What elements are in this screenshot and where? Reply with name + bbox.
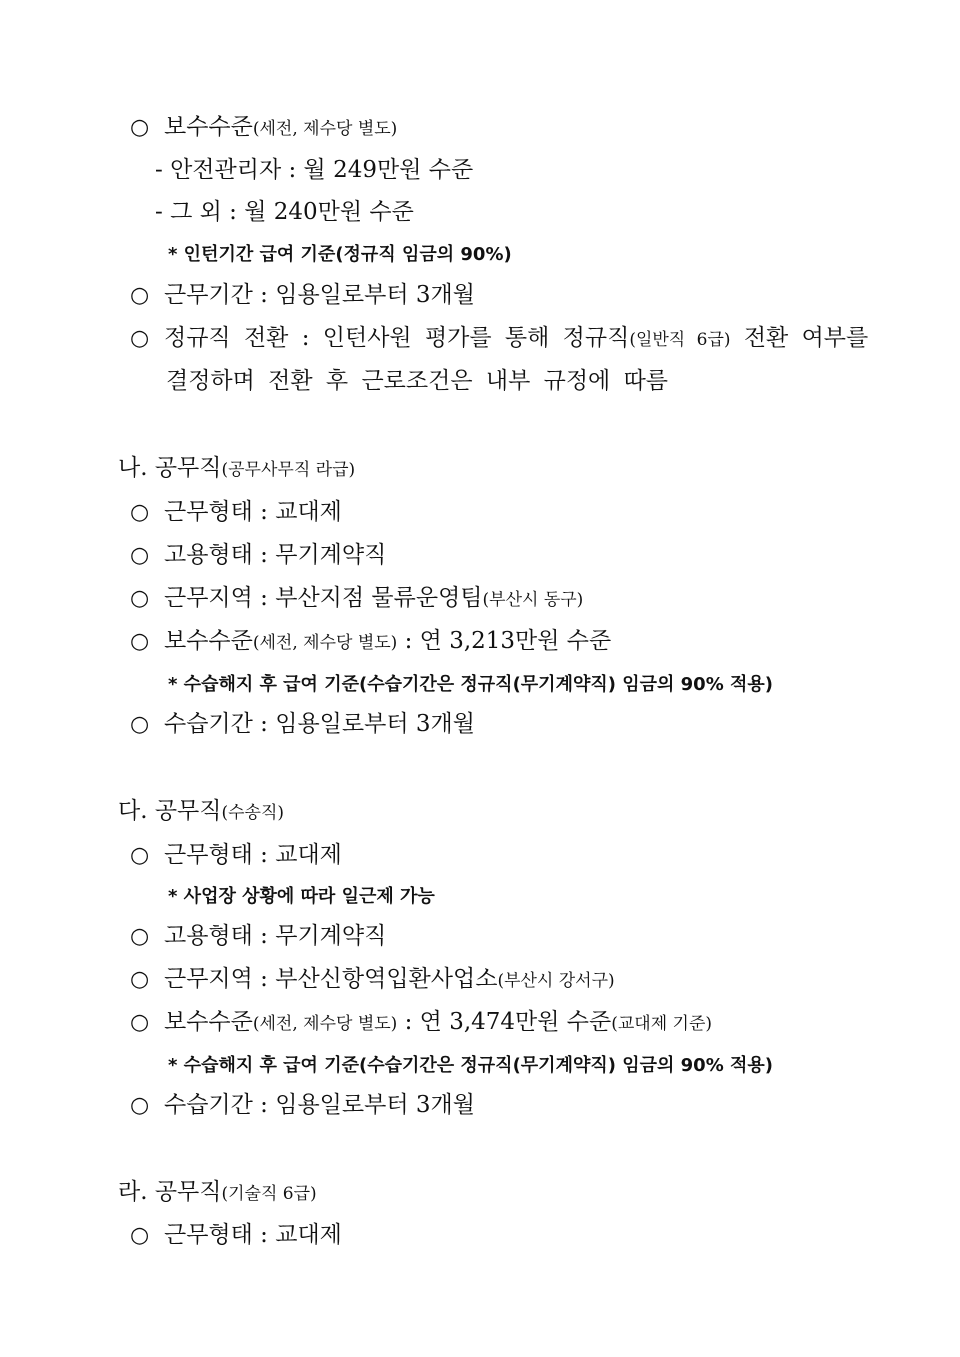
circle-bullet-icon: ○ <box>130 1093 150 1118</box>
work-type-item <box>130 501 342 524</box>
section-heading-paren: (수송직) <box>221 803 285 823</box>
work-type-item <box>130 844 342 867</box>
work-location-text: 근무지역 : 부산신항역입환사업소 <box>164 966 498 992</box>
pay-level-paren: (세전, 제수당 별도) <box>252 1014 398 1034</box>
circle-bullet-icon: ○ <box>130 924 150 949</box>
probation-text: 수습기간 : 임용일로부터 3개월 <box>164 711 475 737</box>
conversion-text-end: 전환 여부를 <box>730 325 869 351</box>
work-type-text: 근무형태 : 교대제 <box>164 499 342 525</box>
employ-type-item <box>130 925 386 948</box>
pay-level-label: 보수수준 <box>164 114 253 140</box>
conversion-paren: (일반직 6급) <box>629 330 731 350</box>
pay-level-paren-shift: (교대제 기준) <box>611 1014 713 1034</box>
work-type-note: * 사업장 상황에 따라 일근제 가능 <box>168 886 435 907</box>
probation-item <box>130 1094 475 1117</box>
circle-bullet-icon: ○ <box>130 283 150 308</box>
probation-item <box>130 713 475 736</box>
work-location-item <box>130 968 615 991</box>
circle-bullet-icon: ○ <box>130 843 150 868</box>
circle-bullet-icon: ○ <box>130 1010 150 1035</box>
conversion-text-cont: 결정하며 전환 후 근로조건은 내부 규정에 따름 <box>166 368 669 394</box>
conversion-item <box>130 327 868 350</box>
section-heading-text: 라. 공무직 <box>118 1179 222 1205</box>
intern-pay-note: * 인턴기간 급여 기준(정규직 임금의 90%) <box>168 244 512 265</box>
pay-level-paren: (세전, 제수당 별도) <box>252 119 398 139</box>
section-heading-paren: (공무사무직 라급) <box>221 460 356 480</box>
employ-type-text: 고용형태 : 무기계약직 <box>164 542 387 568</box>
work-location-paren: (부산시 동구) <box>482 590 584 610</box>
work-location-paren: (부산시 강서구) <box>497 971 615 991</box>
work-period-item <box>130 284 475 307</box>
pay-level-item <box>130 1011 712 1034</box>
pay-level-paren: (세전, 제수당 별도) <box>252 633 398 653</box>
pay-other: - 그 외 : 월 240만원 수준 <box>155 199 414 225</box>
section-heading-text: 다. 공무직 <box>118 798 222 824</box>
probation-pay-note: * 수습해지 후 급여 기준(수습기간은 정규직(무기계약직) 임금의 90% 적용) <box>168 674 774 695</box>
work-period-text: 근무기간 : 임용일로부터 3개월 <box>164 282 475 308</box>
circle-bullet-icon: ○ <box>130 1223 150 1248</box>
section-heading-na <box>118 457 355 480</box>
section-heading-da <box>118 800 284 823</box>
circle-bullet-icon: ○ <box>130 967 150 992</box>
section-heading-ra <box>118 1181 317 1204</box>
conversion-text: 정규직 전환 : 인턴사원 평가를 통해 정규직 <box>164 325 630 351</box>
work-location-text: 근무지역 : 부산지점 물류운영팀 <box>164 585 483 611</box>
pay-level-label: 보수수준 <box>164 1009 253 1035</box>
employ-type-text: 고용형태 : 무기계약직 <box>164 923 387 949</box>
work-type-text: 근무형태 : 교대제 <box>164 1222 342 1248</box>
employ-type-item <box>130 544 386 567</box>
pay-safety-manager: - 안전관리자 : 월 249만원 수준 <box>155 157 474 183</box>
pay-level-item <box>130 630 611 653</box>
pay-level-text: : 연 3,213만원 수준 <box>397 628 612 654</box>
circle-bullet-icon: ○ <box>130 326 150 351</box>
circle-bullet-icon: ○ <box>130 543 150 568</box>
pay-level-label: 보수수준 <box>164 628 253 654</box>
circle-bullet-icon: ○ <box>130 586 150 611</box>
work-type-item <box>130 1224 342 1247</box>
pay-level-item <box>130 116 397 139</box>
circle-bullet-icon: ○ <box>130 115 150 140</box>
section-heading-text: 나. 공무직 <box>118 455 222 481</box>
probation-text: 수습기간 : 임용일로부터 3개월 <box>164 1092 475 1118</box>
probation-pay-note: * 수습해지 후 급여 기준(수습기간은 정규직(무기계약직) 임금의 90% 적용) <box>168 1055 774 1076</box>
work-location-item <box>130 587 583 610</box>
circle-bullet-icon: ○ <box>130 712 150 737</box>
section-heading-paren: (기술직 6급) <box>221 1184 317 1204</box>
circle-bullet-icon: ○ <box>130 629 150 654</box>
circle-bullet-icon: ○ <box>130 500 150 525</box>
pay-level-text: : 연 3,474만원 수준 <box>397 1009 612 1035</box>
work-type-text: 근무형태 : 교대제 <box>164 842 342 868</box>
